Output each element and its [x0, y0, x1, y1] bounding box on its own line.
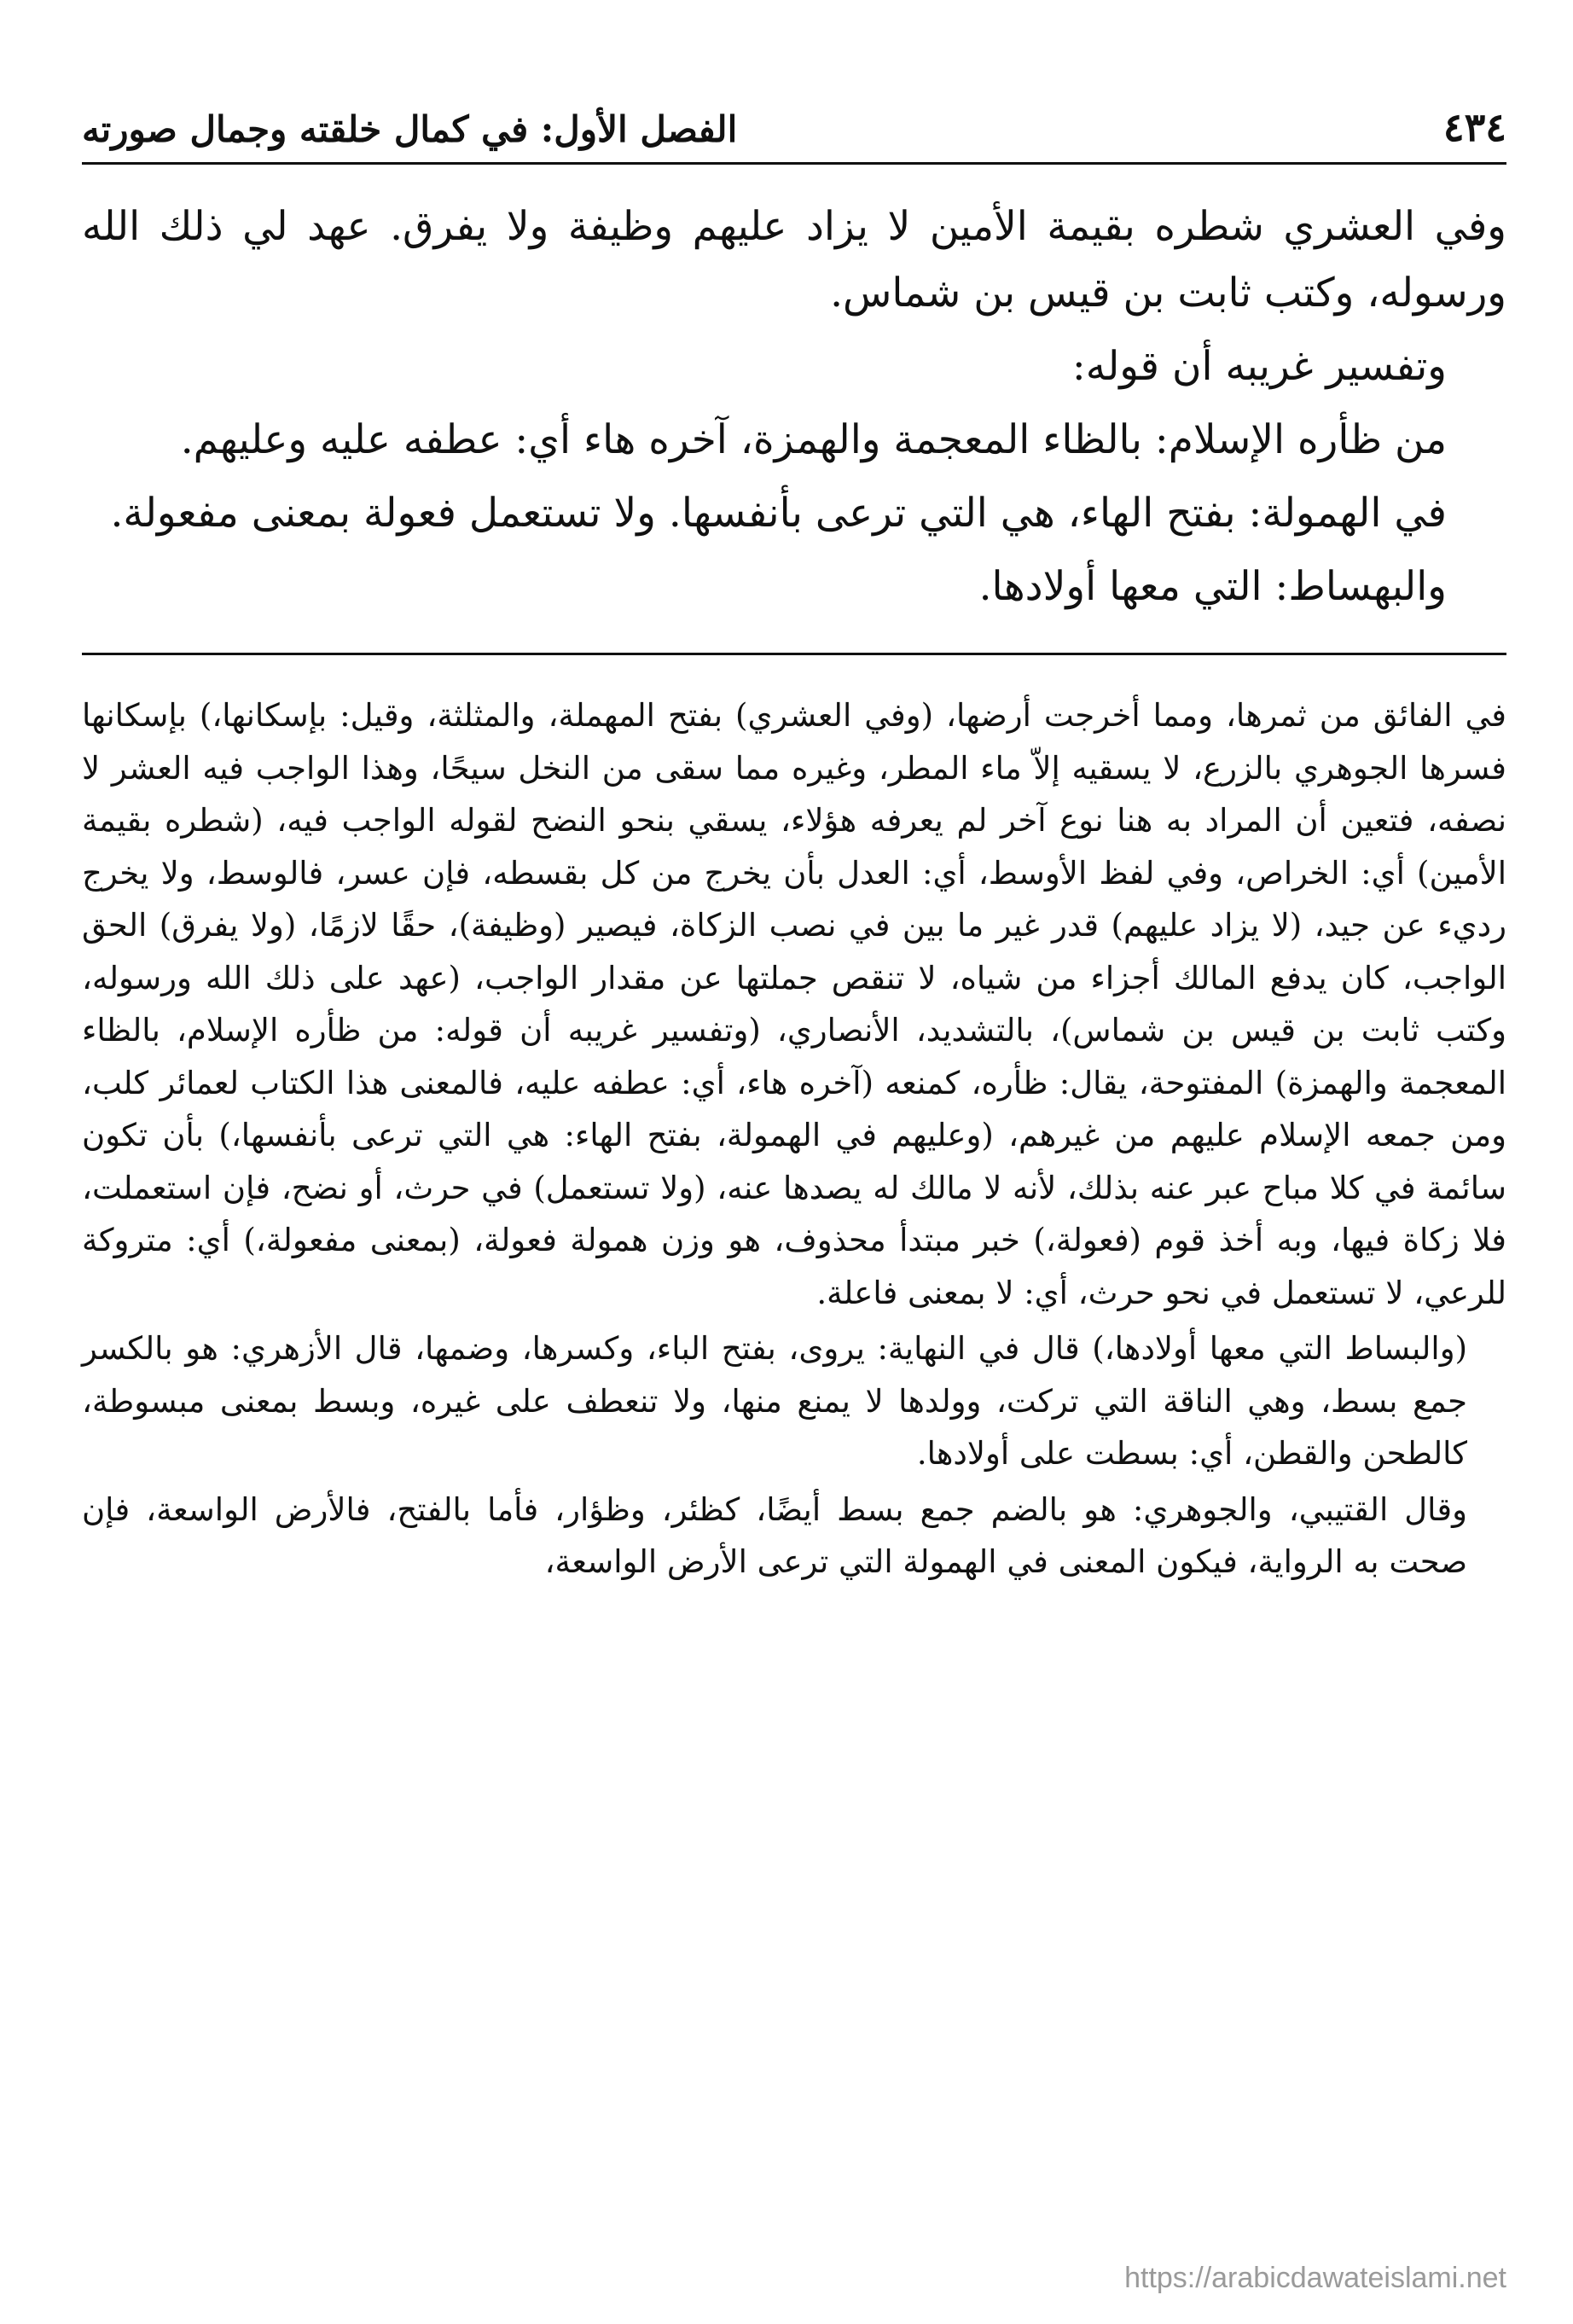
main-text — [82, 194, 1506, 620]
watermark-url: https://arabicdawateislami.net — [1124, 2262, 1506, 2294]
main-paragraph: وفي العشري شطره بقيمة الأمين لا يزاد عليهم وظيفة ولا يفرق. عهد لي ذلك الله ورسوله، وكتب ثابت بن قيس بن شماس. — [82, 203, 1506, 317]
running-head — [82, 82, 1506, 150]
main-paragraph: والبهساط: التي معها أولادها. — [978, 563, 1447, 610]
footnote-paragraph: في الفائق من ثمرها، ومما أخرجت أرضها، (وفي العشري) بفتح المهملة، والمثلثة، وقيل: بإسكانها،) بإسكانها فسرها الجوهري بالزرع، لا يسقيه إلاّ ماء المطر، وغيره مما سقى من النخل سيحًا، وهذا الواجب فيه العشر لا نصفه، فتعين أن المراد به هنا نوع آخر لم يعرفه هؤلاء، يسقي بنحو النضح لقوله الواجب فيه، (شطره بقيمة الأمين) أي: الخراص، وفي لفظ الأوسط، أي: العدل بأن يخرج من كل بقسطه، فإن عسر، فالوسط، ولا يخرج رديء عن جيد، (لا يزاد عليهم) قدر غير ما بين في نصب الزكاة، فيصير (وظيفة)، حقًا لازمًا، (ولا يفرق) الحق الواجب، كان يدفع المالك أجزاء من شياه، لا تنقص جملتها عن مقدار الواجب، (عهد على ذلك الله ورسوله، وكتب ثابت بن قيس بن شماس)، بالتشديد، الأنصاري، (وتفسير غريبه أن قوله: من ظأره الإسلام، بالظاء المعجمة والهمزة) المفتوحة، يقال: ظأره، كمنعه (آخره هاء، أي: عطفه عليه، فالمعنى هذا الكتاب لعمائر كلب، ومن جمعه الإسلام عليهم من غيرهم، (وعليهم في الهمولة، بفتح الهاء: هي التي ترعى بأنفسها،) بأن تكون سائمة في كلا مباح عبر عنه بذلك، لأنه لا مالك له يصدها عنه، (ولا تستعمل) في حرث، أو نضح، فإن استعملت، فلا زكاة فيها، وبه أخذ قوم (فعولة،) خبر مبتدأ محذوف، هو وزن همولة فعولة، (بمعنى مفعولة،) أي: متروكة للرعي، لا تستعمل في نحو حرث، أي: لا بمعنى فاعلة. — [82, 697, 1506, 1311]
footnote-divider — [82, 653, 1506, 655]
main-paragraph: من ظأره الإسلام: بالظاء المعجمة والهمزة، آخره هاء أي: عطفه عليه وعليهم. — [180, 416, 1447, 463]
main-paragraph: وتفسير غريبه أن قوله: — [1071, 343, 1447, 390]
footnote-paragraph: (والبساط التي معها أولادها،) قال في النهاية: يروى، بفتح الباء، وكسرها، وضمها، قال الأزهري: هو بالكسر جمع بسط، وهي الناقة التي تركت، وولدها لا يمنع منها، ولا تنعطف على غيره، وبسط بمعنى مبسوطة، كالطحن والقطن، أي: بسطت على أولادها. — [82, 1330, 1467, 1472]
document-page — [82, 82, 1506, 2283]
footnotes — [82, 689, 1506, 1589]
page-number: ٤٣٤ — [1442, 104, 1506, 150]
main-paragraph: في الهمولة: بفتح الهاء، هي التي ترعى بأنفسها. ولا تستعمل فعولة بمعنى مفعولة. — [110, 490, 1447, 537]
header-divider — [82, 162, 1506, 165]
footnote-paragraph: وقال القتيبي، والجوهري: هو بالضم جمع بسط أيضًا، كظئر، وظؤار، فأما بالفتح، فالأرض الواسعة، فإن صحت به الرواية، فيكون المعنى في الهمولة التي ترعى الأرض الواسعة، — [82, 1490, 1467, 1580]
chapter-title: الفصل الأول: في كمال خلقته وجمال صورته — [82, 108, 738, 150]
